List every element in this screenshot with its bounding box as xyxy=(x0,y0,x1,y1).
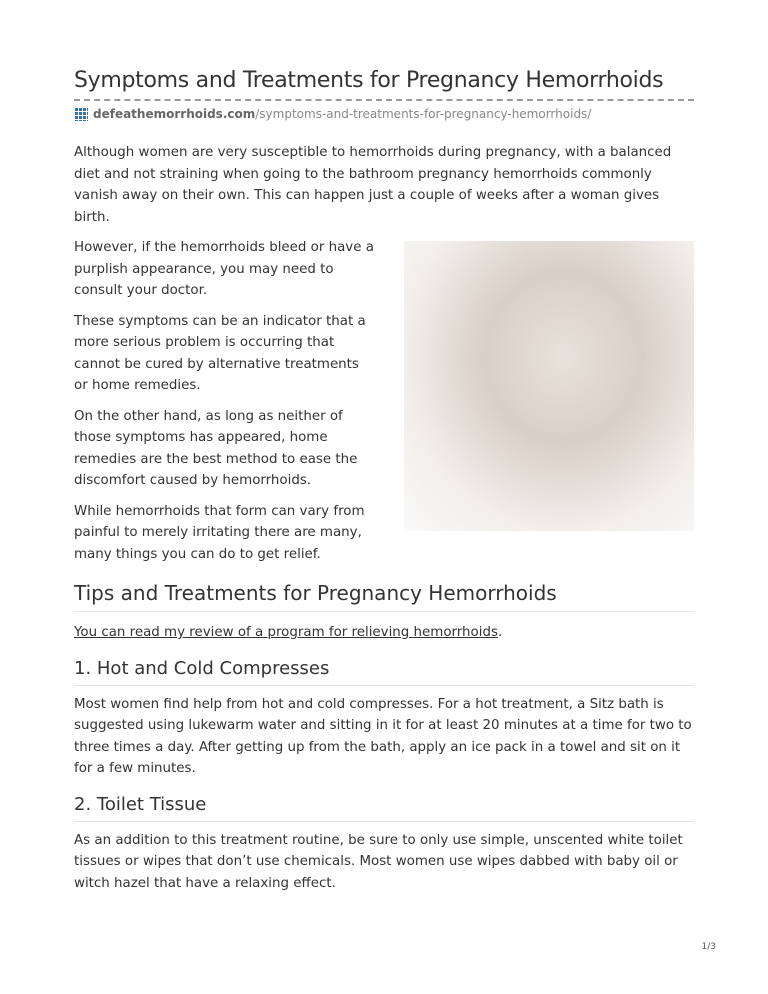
section-text: Most women find help from hot and cold compresses. For a hot treatment, a Sitz bath is suggested using lukewarm water and sitting in it for at least 20 minutes at a time for two to three times a day. After getting up from the bath, apply an ice pack in a towel and sit on it for a few minutes. xyxy=(74,696,692,776)
paragraph: These symptoms can be an indicator that a more serious problem is occurring that cannot be cured by alternative treatments or home remedies. xyxy=(74,313,366,393)
pregnant-woman-image xyxy=(404,241,694,531)
section-heading: 2. Toilet Tissue xyxy=(74,794,694,822)
source-path: /symptoms-and-treatments-for-pregnancy-hemorrhoids/ xyxy=(255,107,592,121)
page-number: 1/3 xyxy=(701,942,716,952)
source-url[interactable] xyxy=(74,107,694,121)
source-domain: defeathemorrhoids.com xyxy=(93,107,256,121)
tips-heading: Tips and Treatments for Pregnancy Hemorrhoids xyxy=(74,581,694,612)
paragraph: However, if the hemorrhoids bleed or have a purplish appearance, you may need to consult your doctor. xyxy=(74,240,374,298)
paragraph: On the other hand, as long as neither of those symptoms has appeared, home remedies are the best method to ease the discomfort caused by hemorrhoids. xyxy=(74,408,358,488)
section-heading: 1. Hot and Cold Compresses xyxy=(74,658,694,686)
favicon-icon xyxy=(74,107,88,121)
section-text: As an addition to this treatment routine, be sure to only use simple, unscented white toilet tissues or wipes that don’t use chemicals. Most women use wipes dabbed with baby oil or witch hazel that have a relaxing effect. xyxy=(74,832,683,891)
period: . xyxy=(497,625,503,640)
review-link[interactable]: You can read my review of a program for relieving hemorrhoids xyxy=(74,625,498,640)
paragraph: While hemorrhoids that form can vary from painful to merely irritating there are many, many things you can do to get relief. xyxy=(74,503,365,562)
intro-paragraph: Although women are very susceptible to hemorrhoids during pregnancy, with a balanced diet and not straining when going to the bathroom pregnancy hemorrhoids commonly vanish away on their own. This can happen just a couple of weeks after a woman gives birth. xyxy=(74,145,672,225)
page-title: Symptoms and Treatments for Pregnancy Hemorrhoids xyxy=(74,68,694,101)
